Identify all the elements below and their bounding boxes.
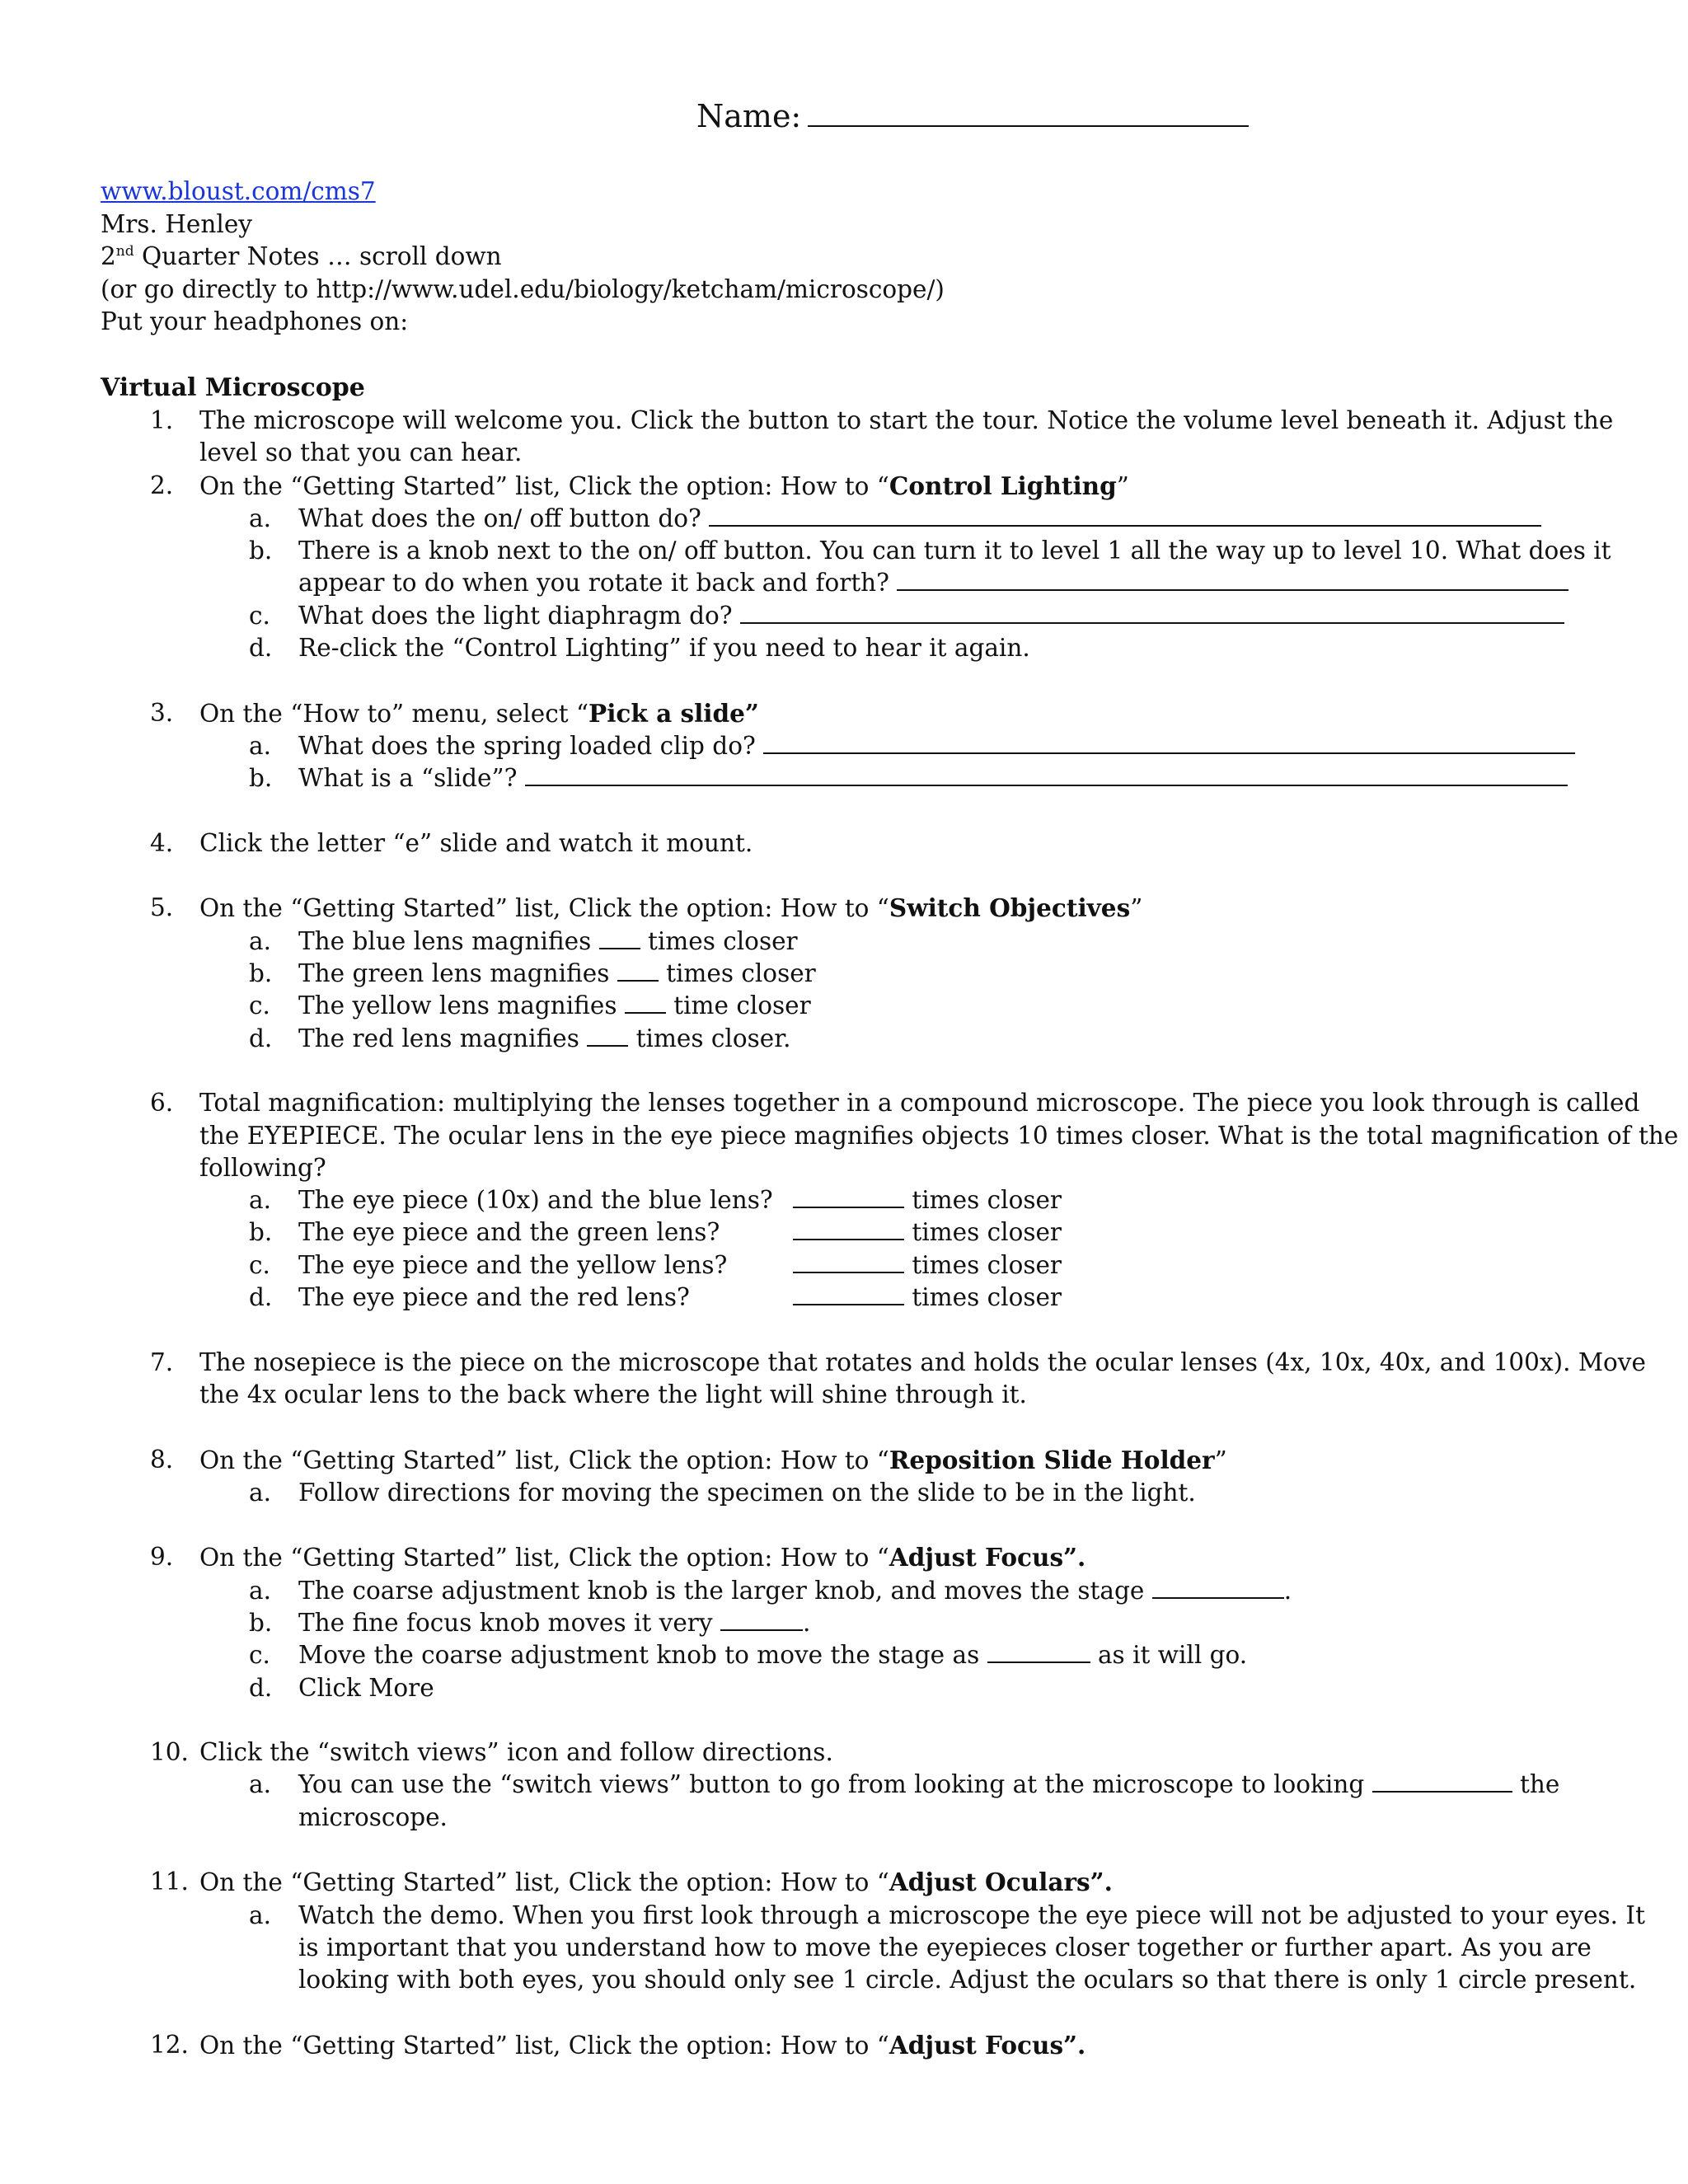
- answer-blank[interactable]: [599, 926, 640, 949]
- answer-blank[interactable]: [793, 1250, 904, 1273]
- list-item-9: 9. On the “Getting Started” list, Click the option: How to “Adjust Focus”.: [150, 1543, 1086, 1572]
- answer-blank[interactable]: [793, 1217, 904, 1240]
- list-item-6: 6. Total magnification: multiplying the lenses together in a compound microscope. The piece you look through is called the EYEPIECE. The ocular lens in the eye piece magnifies objects 10 times closer. What is the total magnification of the following?: [150, 1089, 1679, 1182]
- list-item-9d: d. Click More: [249, 1673, 434, 1702]
- list-item-11a: a. Watch the demo. When you first look through a microscope the eye piece will not be adjusted to your eyes. It is important that you understand how to move the eyepieces closer together or further apart. As you are looking with both eyes, you should only see 1 circle. Adjust the oculars so that there is only 1 circle present.: [249, 1900, 1645, 1994]
- list-item-5a: a. The blue lens magnifies times closer: [249, 926, 798, 955]
- list-item-1: 1. The microscope will welcome you. Click the button to start the tour. Notice the volume level beneath it. Adjust the level so that you can hear.: [150, 406, 1614, 467]
- teacher-name: Mrs. Henley: [101, 209, 252, 238]
- answer-blank[interactable]: [625, 991, 666, 1014]
- list-item-10a: a. You can use the “switch views” button to go from looking at the microscope to looking the microscope.: [249, 1770, 1560, 1831]
- answer-blank[interactable]: [525, 763, 1568, 786]
- list-item-5c: c. The yellow lens magnifies time closer: [249, 991, 811, 1020]
- headphones-instruction: Put your headphones on:: [101, 307, 409, 335]
- list-item-6a: a. The eye piece (10x) and the blue lens? times closer: [249, 1186, 1062, 1215]
- list-item-11: 11. On the “Getting Started” list, Click the option: How to “Adjust Oculars”.: [150, 1868, 1113, 1897]
- name-label: Name:: [696, 98, 802, 134]
- name-field-line: [696, 97, 1249, 134]
- list-item-2a: a. What does the on/ off button do?: [101, 503, 1592, 535]
- list-item-6d: d. The eye piece and the red lens? times closer: [249, 1283, 1062, 1312]
- answer-blank[interactable]: [763, 731, 1575, 754]
- list-item-10: 10. Click the “switch views” icon and follow directions.: [150, 1738, 833, 1767]
- answer-blank[interactable]: [740, 601, 1564, 624]
- list-item-3: 3. On the “How to” menu, select “Pick a slide”: [150, 698, 759, 728]
- list-item-8a: a. Follow directions for moving the specimen on the slide to be in the light.: [249, 1478, 1196, 1507]
- list-item-4: 4. Click the letter “e” slide and watch it mount.: [150, 828, 753, 857]
- list-item-3b: b. What is a “slide”?: [101, 762, 1592, 794]
- answer-blank[interactable]: [793, 1282, 904, 1305]
- answer-blank[interactable]: [617, 958, 659, 982]
- list-item-6c: c. The eye piece and the yellow lens? times closer: [249, 1250, 1062, 1279]
- list-item-6b: b. The eye piece and the green lens? times closer: [249, 1218, 1062, 1247]
- list-item-9c: c. Move the coarse adjustment knob to move the stage as as it will go.: [249, 1641, 1248, 1670]
- instruction-list: [101, 405, 1679, 2062]
- header-block: [101, 176, 945, 339]
- list-item-2c: c. What does the light diaphragm do?: [101, 600, 1592, 632]
- quarter-notes: 2nd Quarter Notes … scroll down: [101, 242, 502, 270]
- direct-link-text: (or go directly to http://www.udel.edu/biology/ketcham/microscope/): [101, 274, 945, 303]
- list-item-9a: a. The coarse adjustment knob is the larger knob, and moves the stage .: [249, 1576, 1292, 1605]
- answer-blank[interactable]: [587, 1024, 628, 1047]
- list-item-2d: d. Re-click the “Control Lighting” if you need to hear it again.: [249, 634, 1030, 663]
- list-item-9b: b. The fine focus knob moves it very .: [249, 1608, 811, 1637]
- list-item-5: 5. On the “Getting Started” list, Click the option: How to “Switch Objectives”: [150, 893, 1143, 923]
- list-item-5d: d. The red lens magnifies times closer.: [249, 1024, 791, 1052]
- answer-blank[interactable]: [987, 1640, 1090, 1663]
- list-item-7: 7. The nosepiece is the piece on the microscope that rotates and holds the ocular lenses (4x, 10x, 40x, and 100x). Move the 4x ocular lens to the back where the light will shine through it.: [150, 1347, 1646, 1408]
- list-item-2b: b. There is a knob next to the on/ off button. You can turn it to level 1 all the way up to level 10. What does it appear to do when you rotate it back and forth?: [249, 537, 1611, 598]
- name-blank[interactable]: [808, 97, 1249, 127]
- list-item-8: 8. On the “Getting Started” list, Click the option: How to “Reposition Slide Holder”: [150, 1445, 1227, 1474]
- list-item-2: 2. On the “Getting Started” list, Click the option: How to “Control Lighting”: [150, 471, 1129, 500]
- list-item-12: 12. On the “Getting Started” list, Click the option: How to “Adjust Focus”.: [150, 2030, 1086, 2060]
- answer-blank[interactable]: [1372, 1769, 1512, 1793]
- list-item-3a: a. What does the spring loaded clip do?: [101, 730, 1592, 762]
- website-link[interactable]: www.bloust.com/cms7: [101, 177, 376, 205]
- answer-blank[interactable]: [1152, 1576, 1284, 1599]
- section-title: Virtual Microscope: [101, 373, 365, 402]
- answer-blank[interactable]: [720, 1608, 803, 1631]
- list-item-5b: b. The green lens magnifies times closer: [249, 959, 816, 988]
- answer-blank[interactable]: [709, 504, 1541, 527]
- answer-blank[interactable]: [897, 568, 1568, 591]
- answer-blank[interactable]: [793, 1185, 904, 1208]
